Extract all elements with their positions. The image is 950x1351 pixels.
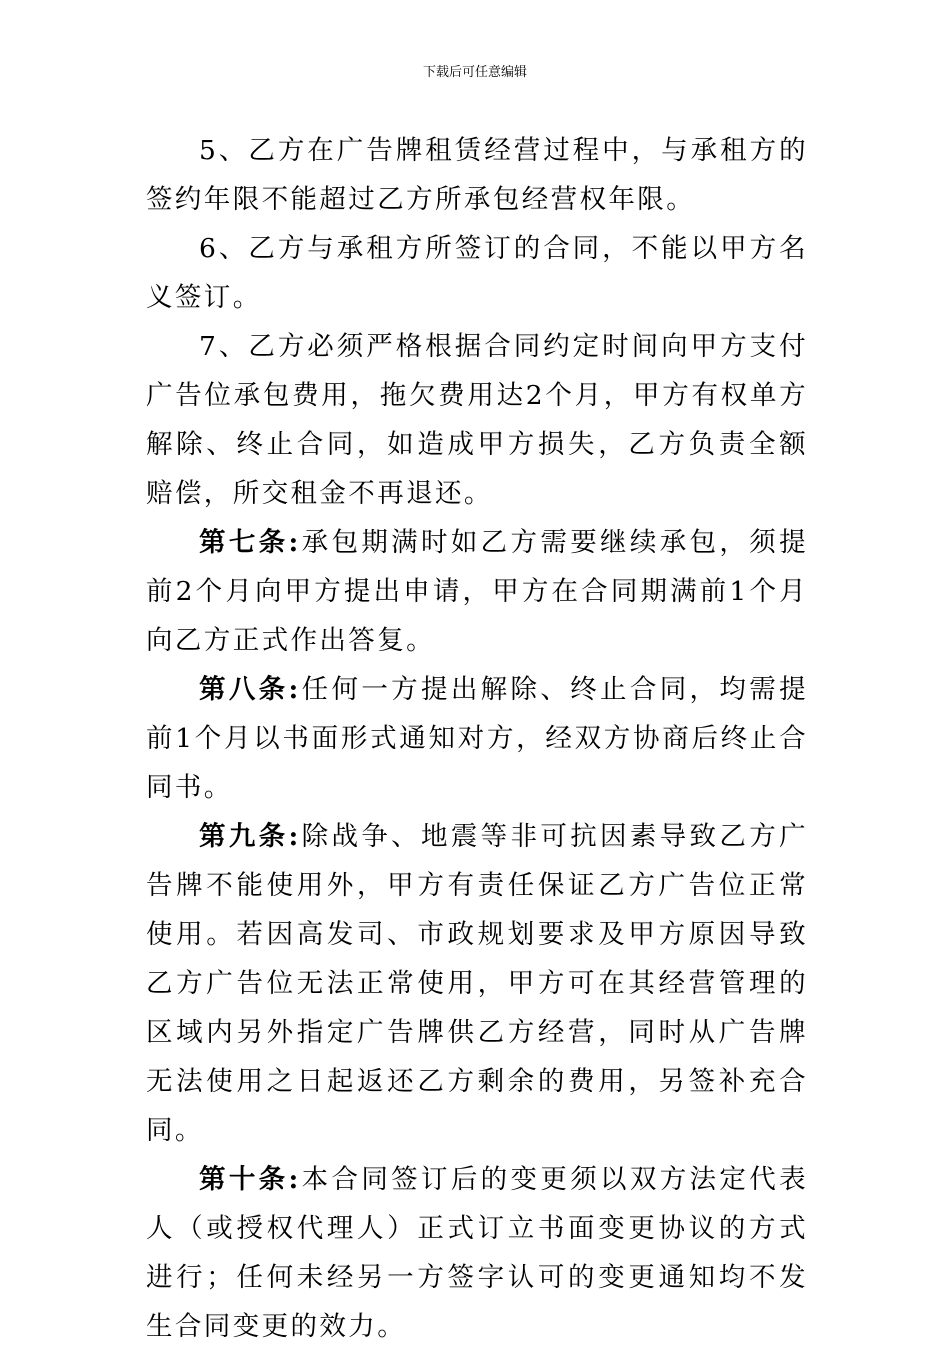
article-9 (146, 812, 808, 1155)
article-text: 本合同签订后的变更须以双方法定代表人（或授权代理人）正式订立书面变更协议的方式进行；任何未经另一方签字认可的变更通知均不发生合同变更的效力。 (146, 1164, 808, 1342)
clause-7 (146, 322, 808, 518)
article-text: 任何一方提出解除、终止合同，均需提前1个月以书面形式通知对方，经双方协商后终止合同书。 (146, 674, 808, 803)
article-label: 第七条: (199, 527, 301, 558)
article-7 (146, 518, 808, 665)
article-8 (146, 665, 808, 812)
page-header-note: 下载后可任意编辑 (422, 65, 527, 80)
clause-5 (146, 126, 808, 224)
article-label: 第九条: (199, 821, 301, 852)
clause-text: 7、乙方必须严格根据合同约定时间向甲方支付广告位承包费用，拖欠费用达2个月，甲方有权单方解除、终止合同，如造成甲方损失，乙方负责全额赔偿，所交租金不再退还。 (146, 331, 808, 509)
clause-text: 6、乙方与承租方所签订的合同，不能以甲方名义签订。 (146, 233, 808, 313)
clause-6 (146, 224, 808, 322)
article-10 (146, 1155, 808, 1351)
article-label: 第十条: (199, 1164, 301, 1195)
document-body (146, 126, 808, 1351)
article-label: 第八条: (199, 674, 301, 705)
article-text: 除战争、地震等非可抗因素导致乙方广告牌不能使用外，甲方有责任保证乙方广告位正常使用。若因高发司、市政规划要求及甲方原因导致乙方广告位无法正常使用，甲方可在其经营管理的区域内另外指定广告牌供乙方经营，同时从广告牌无法使用之日起返还乙方剩余的费用，另签补充合同。 (146, 821, 808, 1146)
clause-text: 5、乙方在广告牌租赁经营过程中，与承租方的签约年限不能超过乙方所承包经营权年限。 (146, 135, 808, 215)
article-text: 承包期满时如乙方需要继续承包，须提前2个月向甲方提出申请，甲方在合同期满前1个月向乙方正式作出答复。 (146, 527, 808, 656)
